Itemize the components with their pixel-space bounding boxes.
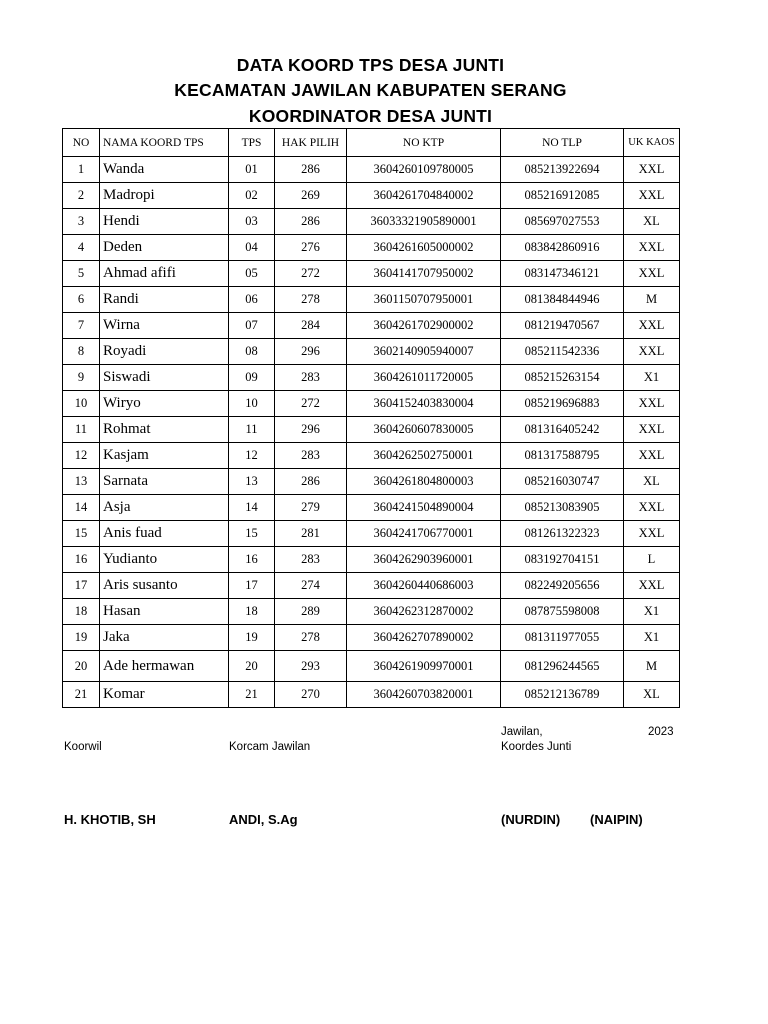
cell-name: Ade hermawan <box>100 651 229 682</box>
table-row <box>63 183 680 209</box>
cell-tps: 01 <box>229 157 275 183</box>
cell-no-tlp: 081219470567 <box>501 313 624 339</box>
koordes-label: Koordes Junti <box>501 741 572 753</box>
table-row <box>63 287 680 313</box>
cell-hak-pilih: 284 <box>275 313 347 339</box>
cell-hak-pilih: 296 <box>275 339 347 365</box>
cell-name: Royadi <box>100 339 229 365</box>
cell-no: 21 <box>63 682 100 708</box>
cell-no-tlp: 081317588795 <box>501 443 624 469</box>
document-subtitle: KECAMATAN JAWILAN KABUPATEN SERANG <box>174 80 567 100</box>
cell-no: 12 <box>63 443 100 469</box>
cell-hak-pilih: 269 <box>275 183 347 209</box>
table-row <box>63 521 680 547</box>
table-row <box>63 469 680 495</box>
cell-uk-kaos: XXL <box>624 339 680 365</box>
table-row <box>63 339 680 365</box>
column-header-tps: TPS <box>229 129 275 157</box>
cell-hak-pilih: 279 <box>275 495 347 521</box>
cell-no-ktp: 3604260703820001 <box>347 682 501 708</box>
cell-no: 18 <box>63 599 100 625</box>
cell-tps: 04 <box>229 235 275 261</box>
cell-no-tlp: 085219696883 <box>501 391 624 417</box>
cell-uk-kaos: XL <box>624 469 680 495</box>
cell-hak-pilih: 289 <box>275 599 347 625</box>
cell-no-tlp: 085211542336 <box>501 339 624 365</box>
cell-no-tlp: 085697027553 <box>501 209 624 235</box>
cell-no-ktp: 3602140905940007 <box>347 339 501 365</box>
cell-uk-kaos: XXL <box>624 521 680 547</box>
cell-no: 1 <box>63 157 100 183</box>
document-title: DATA KOORD TPS DESA JUNTI <box>236 55 505 75</box>
cell-no: 17 <box>63 573 100 599</box>
cell-uk-kaos: XXL <box>624 157 680 183</box>
cell-name: Aris susanto <box>100 573 229 599</box>
table-row <box>63 417 680 443</box>
table-row <box>63 365 680 391</box>
cell-no-tlp: 082249205656 <box>501 573 624 599</box>
cell-no: 19 <box>63 625 100 651</box>
column-header-no: NO <box>63 129 100 157</box>
table-row <box>63 599 680 625</box>
table-row <box>63 391 680 417</box>
cell-uk-kaos: XXL <box>624 183 680 209</box>
cell-no-tlp: 085213922694 <box>501 157 624 183</box>
table-row <box>63 682 680 708</box>
cell-no: 3 <box>63 209 100 235</box>
cell-hak-pilih: 296 <box>275 417 347 443</box>
table-row <box>63 625 680 651</box>
column-header-uk-kaos: UK KAOS <box>624 129 680 157</box>
cell-no-tlp: 081316405242 <box>501 417 624 443</box>
cell-uk-kaos: X1 <box>624 365 680 391</box>
cell-hak-pilih: 278 <box>275 625 347 651</box>
cell-no-ktp: 3604261704840002 <box>347 183 501 209</box>
column-header-hak-pilih: HAK PILIH <box>275 129 347 157</box>
table-row <box>63 313 680 339</box>
table-row <box>63 209 680 235</box>
cell-name: Wiryo <box>100 391 229 417</box>
cell-tps: 15 <box>229 521 275 547</box>
cell-name: Madropi <box>100 183 229 209</box>
cell-name: Hasan <box>100 599 229 625</box>
cell-no: 15 <box>63 521 100 547</box>
cell-no-tlp: 087875598008 <box>501 599 624 625</box>
cell-no-ktp: 3604241706770001 <box>347 521 501 547</box>
cell-no-tlp: 083192704151 <box>501 547 624 573</box>
cell-no: 16 <box>63 547 100 573</box>
cell-no-tlp: 085216030747 <box>501 469 624 495</box>
cell-hak-pilih: 274 <box>275 573 347 599</box>
cell-name: Randi <box>100 287 229 313</box>
cell-no-tlp: 085213083905 <box>501 495 624 521</box>
cell-tps: 19 <box>229 625 275 651</box>
cell-uk-kaos: M <box>624 651 680 682</box>
cell-hak-pilih: 283 <box>275 547 347 573</box>
cell-name: Wanda <box>100 157 229 183</box>
cell-tps: 21 <box>229 682 275 708</box>
cell-tps: 12 <box>229 443 275 469</box>
cell-no-ktp: 3604261804800003 <box>347 469 501 495</box>
cell-no-tlp: 081261322323 <box>501 521 624 547</box>
koordes-signatory-1: (NURDIN) <box>501 812 561 827</box>
cell-hak-pilih: 270 <box>275 682 347 708</box>
column-header-no-ktp: NO KTP <box>347 129 501 157</box>
cell-uk-kaos: XXL <box>624 573 680 599</box>
cell-no: 9 <box>63 365 100 391</box>
cell-name: Hendi <box>100 209 229 235</box>
table-row <box>63 157 680 183</box>
cell-tps: 03 <box>229 209 275 235</box>
cell-tps: 20 <box>229 651 275 682</box>
year-label: 2023 <box>648 726 674 738</box>
cell-no-ktp: 3604260440686003 <box>347 573 501 599</box>
cell-hak-pilih: 286 <box>275 157 347 183</box>
cell-no-ktp: 3604241504890004 <box>347 495 501 521</box>
table-row <box>63 573 680 599</box>
cell-hak-pilih: 286 <box>275 469 347 495</box>
table-row <box>63 495 680 521</box>
cell-name: Wirna <box>100 313 229 339</box>
cell-name: Anis fuad <box>100 521 229 547</box>
place-label: Jawilan, <box>501 726 543 738</box>
cell-uk-kaos: XXL <box>624 235 680 261</box>
cell-name: Yudianto <box>100 547 229 573</box>
cell-no-ktp: 3601150707950001 <box>347 287 501 313</box>
cell-hak-pilih: 286 <box>275 209 347 235</box>
cell-no-ktp: 3604262707890002 <box>347 625 501 651</box>
cell-no-ktp: 3604262312870002 <box>347 599 501 625</box>
cell-uk-kaos: XXL <box>624 495 680 521</box>
cell-no: 13 <box>63 469 100 495</box>
cell-no-ktp: 3604262502750001 <box>347 443 501 469</box>
cell-no-ktp: 3604261605000002 <box>347 235 501 261</box>
document-subtitle-2: KOORDINATOR DESA JUNTI <box>248 106 493 126</box>
cell-name: Komar <box>100 682 229 708</box>
cell-hak-pilih: 272 <box>275 391 347 417</box>
cell-no-tlp: 083147346121 <box>501 261 624 287</box>
cell-tps: 10 <box>229 391 275 417</box>
cell-no: 8 <box>63 339 100 365</box>
cell-hak-pilih: 283 <box>275 365 347 391</box>
cell-no-ktp: 3604261011720005 <box>347 365 501 391</box>
cell-uk-kaos: XXL <box>624 391 680 417</box>
cell-no-tlp: 085212136789 <box>501 682 624 708</box>
cell-uk-kaos: X1 <box>624 625 680 651</box>
cell-no: 10 <box>63 391 100 417</box>
cell-tps: 13 <box>229 469 275 495</box>
cell-no-ktp: 3604260109780005 <box>347 157 501 183</box>
cell-hak-pilih: 276 <box>275 235 347 261</box>
cell-tps: 05 <box>229 261 275 287</box>
cell-name: Rohmat <box>100 417 229 443</box>
table-header-row <box>63 129 680 157</box>
cell-tps: 07 <box>229 313 275 339</box>
cell-no-ktp: 3604260607830005 <box>347 417 501 443</box>
cell-uk-kaos: XXL <box>624 417 680 443</box>
cell-hak-pilih: 272 <box>275 261 347 287</box>
cell-hak-pilih: 283 <box>275 443 347 469</box>
table-row <box>63 443 680 469</box>
cell-uk-kaos: X1 <box>624 599 680 625</box>
cell-hak-pilih: 293 <box>275 651 347 682</box>
cell-tps: 17 <box>229 573 275 599</box>
cell-no-tlp: 081384844946 <box>501 287 624 313</box>
cell-hak-pilih: 278 <box>275 287 347 313</box>
column-header-name: NAMA KOORD TPS <box>100 129 229 157</box>
cell-name: Deden <box>100 235 229 261</box>
cell-uk-kaos: L <box>624 547 680 573</box>
cell-name: Sarnata <box>100 469 229 495</box>
cell-uk-kaos: M <box>624 287 680 313</box>
cell-tps: 14 <box>229 495 275 521</box>
cell-no-tlp: 083842860916 <box>501 235 624 261</box>
cell-name: Jaka <box>100 625 229 651</box>
cell-no-ktp: 3604141707950002 <box>347 261 501 287</box>
cell-tps: 08 <box>229 339 275 365</box>
cell-tps: 02 <box>229 183 275 209</box>
cell-no-ktp: 3604261909970001 <box>347 651 501 682</box>
cell-name: Siswadi <box>100 365 229 391</box>
koorwil-signatory: H. KHOTIB, SH <box>64 812 156 827</box>
table-row <box>63 651 680 682</box>
cell-tps: 06 <box>229 287 275 313</box>
table-row <box>63 235 680 261</box>
table-row <box>63 547 680 573</box>
cell-no-ktp: 3604261702900002 <box>347 313 501 339</box>
cell-no: 5 <box>63 261 100 287</box>
korcam-label: Korcam Jawilan <box>229 741 311 753</box>
cell-uk-kaos: XL <box>624 682 680 708</box>
cell-no: 4 <box>63 235 100 261</box>
cell-no: 14 <box>63 495 100 521</box>
cell-no-tlp: 085216912085 <box>501 183 624 209</box>
korcam-signatory: ANDI, S.Ag <box>229 812 298 827</box>
cell-name: Asja <box>100 495 229 521</box>
cell-no: 6 <box>63 287 100 313</box>
cell-uk-kaos: XXL <box>624 443 680 469</box>
cell-no: 11 <box>63 417 100 443</box>
cell-uk-kaos: XXL <box>624 313 680 339</box>
cell-no: 7 <box>63 313 100 339</box>
cell-no-tlp: 081296244565 <box>501 651 624 682</box>
coordinator-table <box>62 128 680 708</box>
cell-no-ktp: 36033321905890001 <box>347 209 501 235</box>
koorwil-label: Koorwil <box>64 741 102 753</box>
cell-tps: 11 <box>229 417 275 443</box>
cell-hak-pilih: 281 <box>275 521 347 547</box>
cell-no: 20 <box>63 651 100 682</box>
cell-no-tlp: 085215263154 <box>501 365 624 391</box>
cell-uk-kaos: XXL <box>624 261 680 287</box>
cell-tps: 09 <box>229 365 275 391</box>
cell-name: Ahmad afifi <box>100 261 229 287</box>
cell-tps: 16 <box>229 547 275 573</box>
cell-no: 2 <box>63 183 100 209</box>
cell-no-ktp: 3604262903960001 <box>347 547 501 573</box>
koordes-signatory-2: (NAIPIN) <box>590 812 643 827</box>
cell-uk-kaos: XL <box>624 209 680 235</box>
cell-no-ktp: 3604152403830004 <box>347 391 501 417</box>
column-header-no-tlp: NO TLP <box>501 129 624 157</box>
table-row <box>63 261 680 287</box>
cell-no-tlp: 081311977055 <box>501 625 624 651</box>
cell-name: Kasjam <box>100 443 229 469</box>
cell-tps: 18 <box>229 599 275 625</box>
